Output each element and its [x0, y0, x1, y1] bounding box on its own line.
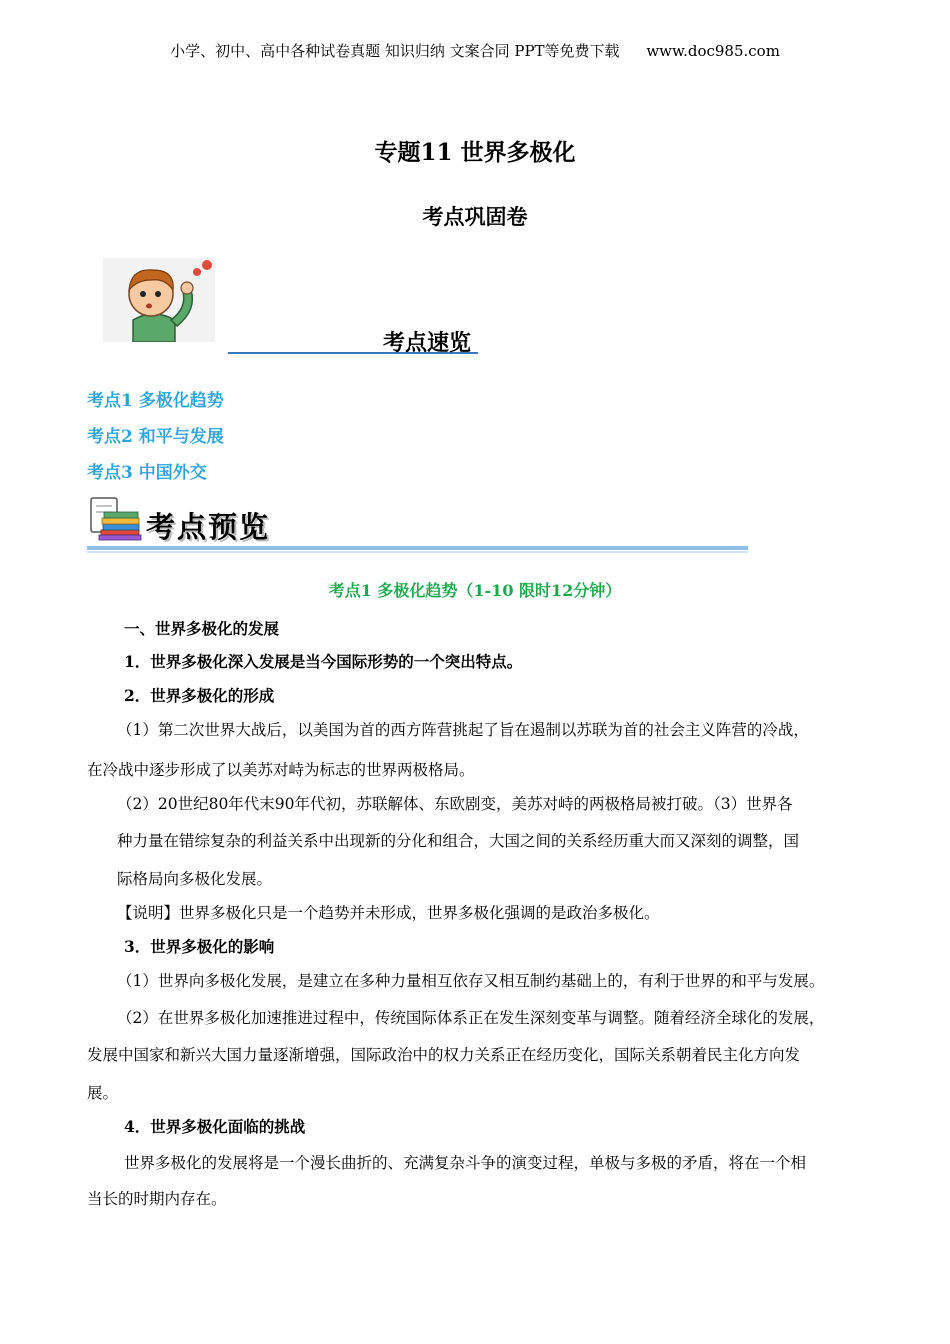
- paragraph-6: 3．世界多极化的影响: [124, 937, 275, 956]
- kaodian-item-3: 考点3 中国外交: [87, 463, 207, 483]
- paragraph-10b: 当长的时期内存在。: [87, 1190, 227, 1208]
- paragraph-2: 2．世界多极化的形成: [124, 686, 275, 705]
- section-title: 考点1 多极化趋势（1-10 限时12分钟）: [328, 581, 622, 600]
- paragraph-3b: 在冷战中逐步形成了以美苏对峙为标志的世界两极格局。: [87, 761, 475, 779]
- kaodian-item-1: 考点1 多极化趋势: [87, 391, 224, 411]
- preview-divider-shadow: [87, 551, 748, 553]
- thinking-boy-illustration: [103, 258, 215, 342]
- paragraph-8c: 展。: [87, 1084, 119, 1102]
- paragraph-1: 1．世界多极化深入发展是当今国际形势的一个突出特点。: [124, 652, 523, 671]
- preview-divider: [87, 546, 748, 550]
- books-icon: [89, 494, 143, 542]
- paragraph-4b: 种力量在错综复杂的利益关系中出现新的分化和组合，大国之间的关系经历重大而又深刻的调整，国: [117, 832, 800, 850]
- paragraph-3a: （1）第二次世界大战后，以美国为首的西方阵营挑起了旨在遏制以苏联为首的社会主义阵营的冷战，: [117, 721, 809, 739]
- kaodian-item-2: 考点2 和平与发展: [87, 427, 224, 447]
- header-site: www.doc985.com: [646, 42, 780, 60]
- speed-title: 考点速览: [383, 331, 472, 356]
- paragraph-9: 4．世界多极化面临的挑战: [124, 1117, 306, 1136]
- page-subtitle: 考点巩固卷: [422, 204, 528, 229]
- paragraph-4c: 际格局向多极化发展。: [117, 870, 273, 888]
- header-text: 小学、初中、高中各种试卷真题 知识归纳 文案合同 PPT等免费下载: [170, 42, 620, 60]
- heading-1: 一、世界多极化的发展: [124, 619, 280, 638]
- page-title: 专题11 世界多极化: [374, 139, 576, 166]
- preview-title: 考点预览: [146, 510, 271, 544]
- paragraph-8b: 发展中国家和新兴大国力量逐渐增强，国际政治中的权力关系正在经历变化，国际关系朝着民主化方向发: [87, 1046, 801, 1064]
- page-header: [0, 40, 950, 61]
- paragraph-7: （1）世界向多极化发展，是建立在多种力量相互依存又相互制约基础上的，有利于世界的和平与发展。: [117, 972, 825, 990]
- paragraph-8a: （2）在世界多极化加速推进过程中，传统国际体系正在发生深刻变革与调整。随着经济全球化的发展，: [117, 1009, 825, 1027]
- note-paragraph: 【说明】世界多极化只是一个趋势并未形成，世界多极化强调的是政治多极化。: [117, 904, 660, 922]
- paragraph-4a: （2）20世纪80年代末90年代初，苏联解体、东欧剧变，美苏对峙的两极格局被打破。（3）世界各: [117, 795, 793, 813]
- paragraph-10a: 世界多极化的发展将是一个漫长曲折的、充满复杂斗争的演变过程，单极与多极的矛盾，将在一个相: [124, 1154, 807, 1172]
